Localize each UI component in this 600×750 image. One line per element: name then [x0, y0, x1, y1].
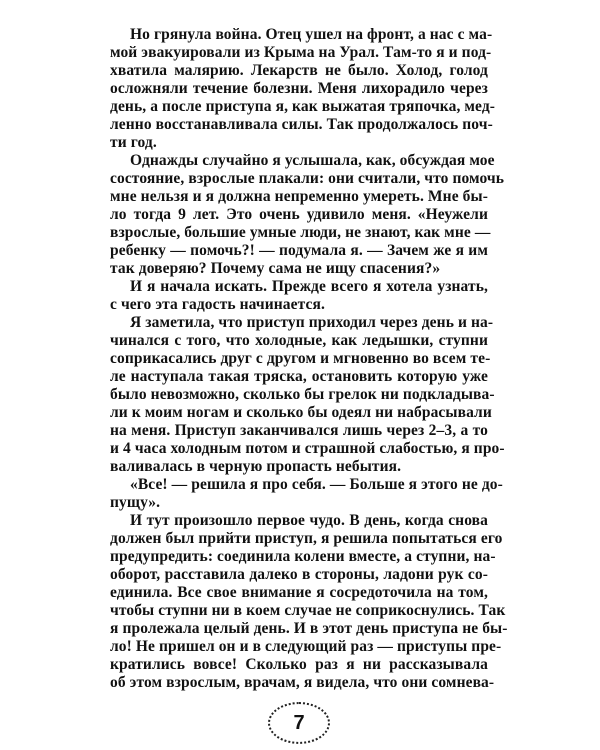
text-line: «Все! — решила я про себя. — Больше я этого не до- [130, 476, 503, 493]
text-line: И тут произошло первое чудо. В день, когда снова [130, 512, 488, 529]
paragraph [110, 314, 505, 476]
text-line: об этом взрослым, врачам, я видела, что они сомнева- [110, 674, 495, 691]
text-line: и 4 часа холодным потом и страшной слабостью, я про- [110, 440, 505, 457]
text-line: соприкасались друг с другом и мгновенно во всем те- [110, 350, 491, 367]
text-line: осложняли течение болезни. Меня лихорадило через [110, 80, 488, 97]
text-line: должен был прийти приступ, я решила попытаться его [110, 530, 503, 547]
text-line: день, а после приступа я, как выжатая тряпочка, мед- [110, 98, 496, 115]
text-line: на меня. Приступ заканчивался лишь через 2–3, а то [110, 422, 488, 439]
text-line: И я начала искать. Прежде всего я хотела узнать, [130, 278, 488, 295]
text-line: Я заметила, что приступ приходил через день и на- [130, 314, 494, 331]
text-line: кратились вовсе! Сколько раз я ни рассказывала [110, 656, 488, 673]
text-line: Однажды случайно я услышала, как, обсуждая мое [130, 152, 495, 169]
text-line: пущу». [110, 494, 161, 511]
text-line: единила. Все свое внимание я сосредоточила на том, [110, 584, 488, 601]
text-line: взрослые, большие умные люди, не знают, как мне — [110, 224, 491, 241]
text-line: Но грянула война. Отец ушел на фронт, а нас с ма- [130, 26, 493, 43]
text-line: ребенку — помочь?! — подумала я. — Зачем же я им [110, 242, 488, 259]
paragraph [110, 512, 508, 692]
book-page-text [110, 26, 508, 692]
text-line: ло тогда 9 лет. Это очень удивило меня. «Неужели [110, 206, 488, 223]
text-line: чтобы ступни ни в коем случае не соприкоснулись. Так [110, 602, 506, 619]
text-line: ли к моим ногам и сколько бы одеял ни набрасывали [110, 404, 492, 421]
text-line: ти год. [110, 134, 157, 151]
text-line: так доверяю? Почему сама не ищу спасения?» [110, 260, 441, 277]
text-line: состояние, взрослые плакали: они считали, что помочь [110, 170, 505, 187]
text-line: с чего эта гадость начинается. [110, 296, 325, 313]
text-line: чинался с того, что холодные, как ледышки, ступни [110, 332, 488, 349]
text-line: ле наступала такая тряска, остановить которую уже [110, 368, 488, 385]
page-number: 7 [268, 702, 330, 744]
paragraph [110, 152, 505, 278]
text-line: было невозможно, сколько бы грелок ни подкладыва- [110, 386, 495, 403]
text-line: предупредить: соединила колени вместе, а ступни, на- [110, 548, 496, 565]
text-line: хватила малярию. Лекарств не было. Холод, голод [110, 62, 488, 79]
paragraph [110, 476, 503, 512]
text-line: мой эвакуировали из Крыма на Урал. Там-то я и под- [110, 44, 492, 61]
text-line: ло! Не пришел он и в следующий раз — приступы пре- [110, 638, 502, 655]
paragraph [110, 26, 496, 152]
text-line: оборот, расставила далеко в стороны, ладони рук со- [110, 566, 488, 583]
text-line: я пролежала целый день. И в этот день приступа не бы- [110, 620, 508, 637]
text-line: ленно восстанавливала силы. Так продолжалось поч- [110, 116, 493, 133]
paragraph [110, 278, 488, 314]
text-line: валивалась в черную пропасть небытия. [110, 458, 402, 475]
text-line: мне нельзя и я должна непременно умереть. Мне бы- [110, 188, 488, 205]
